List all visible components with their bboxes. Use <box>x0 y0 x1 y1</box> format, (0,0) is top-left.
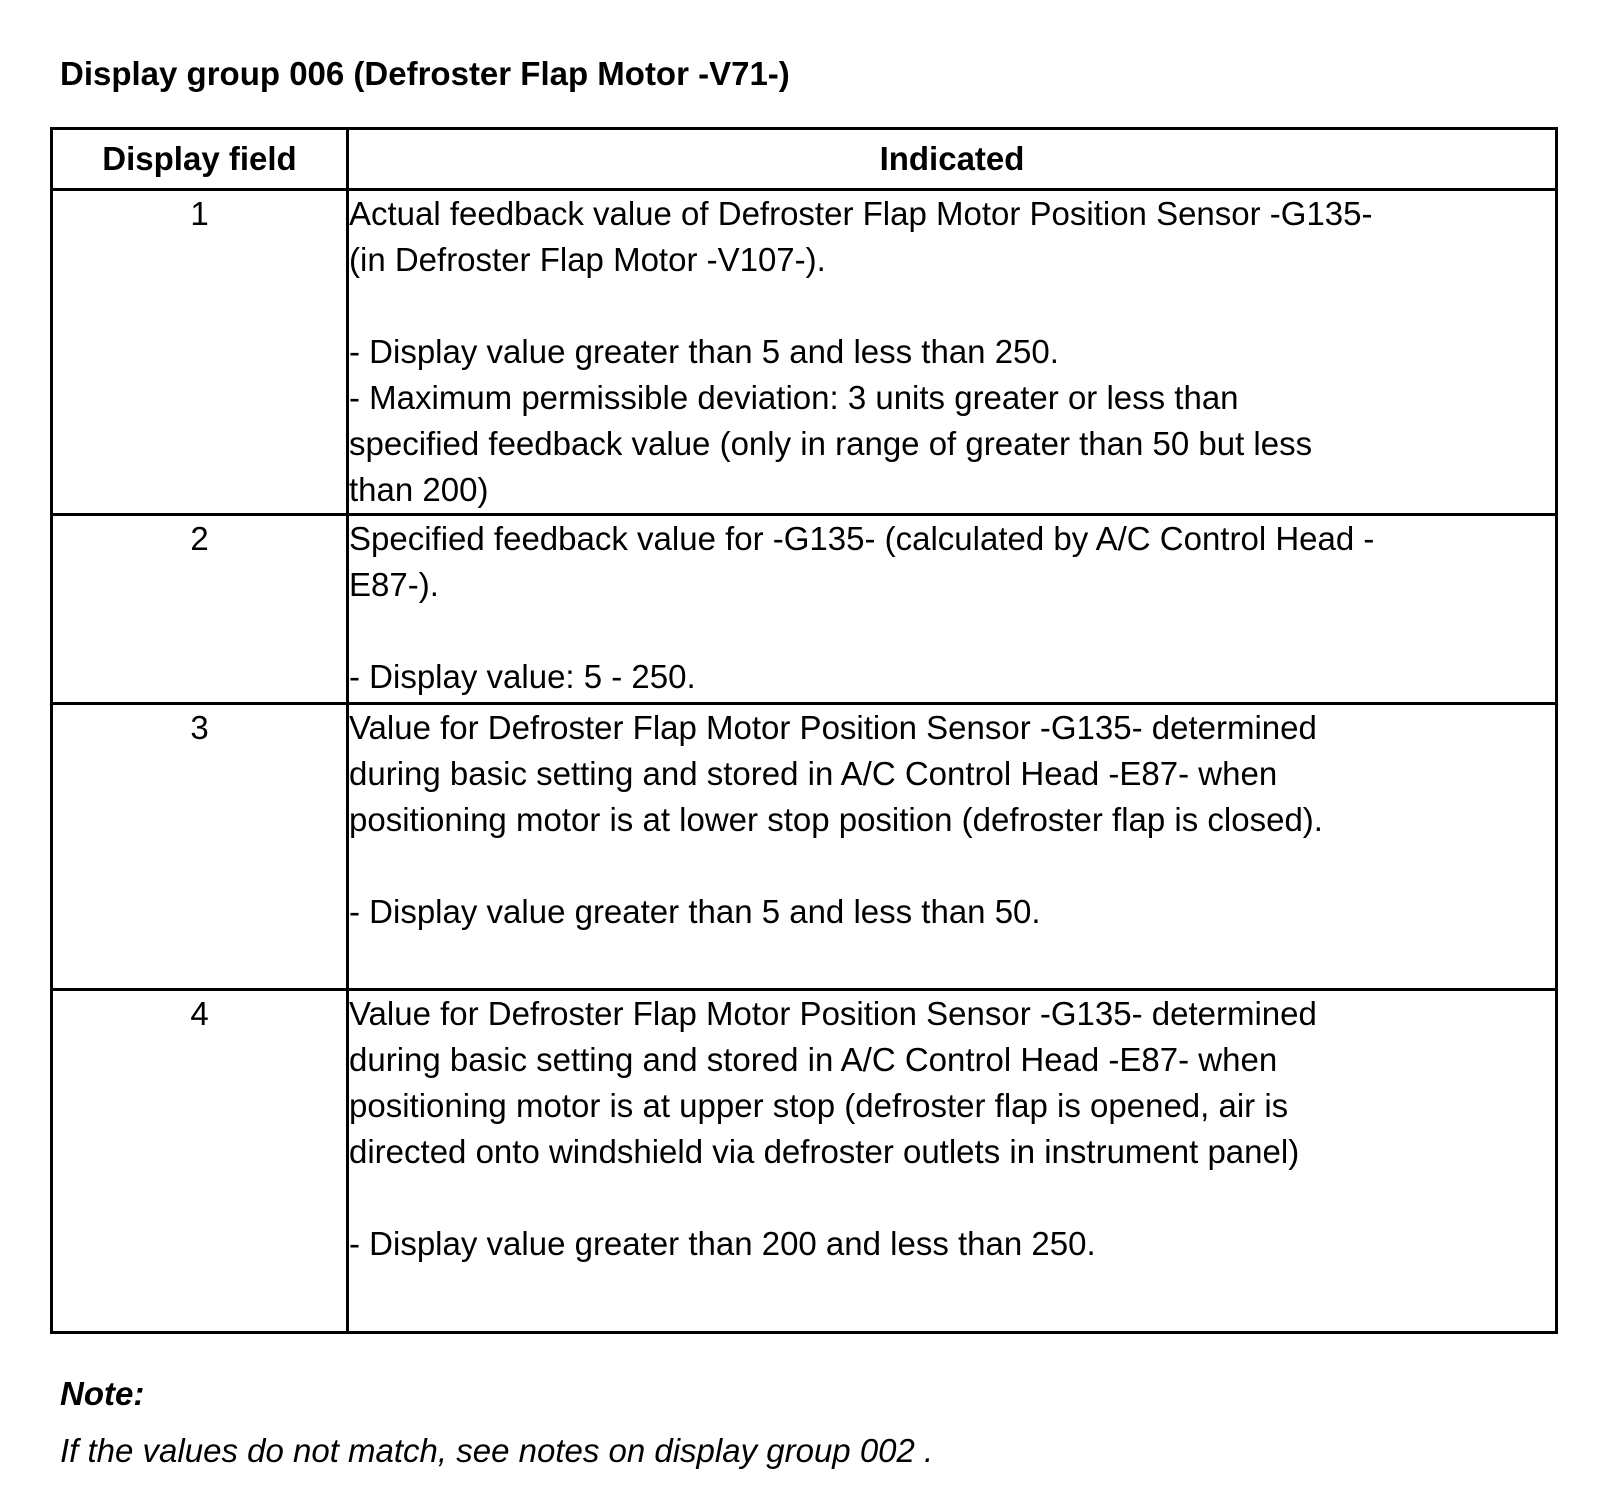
indicated-cell <box>348 704 1557 990</box>
description-line: Specified feedback value for -G135- (calculated by A/C Control Head - <box>349 520 1375 557</box>
table-row <box>52 990 1557 1333</box>
description-line: directed onto windshield via defroster outlets in instrument panel) <box>349 1133 1300 1170</box>
description-line: during basic setting and stored in A/C Control Head -E87- when <box>349 755 1278 792</box>
page-title: Display group 006 (Defroster Flap Motor -V71-) <box>60 55 790 92</box>
spec-line: - Display value: 5 - 250. <box>349 658 696 695</box>
spec-line: - Display value greater than 200 and less than 250. <box>349 1225 1096 1262</box>
spec-line: than 200) <box>349 471 489 508</box>
table-row <box>52 704 1557 990</box>
display-field-number: 4 <box>52 990 348 1333</box>
description-line: Value for Defroster Flap Motor Position Sensor -G135- determined <box>349 709 1317 746</box>
indicated-cell <box>348 990 1557 1333</box>
description-line: during basic setting and stored in A/C Control Head -E87- when <box>349 1041 1278 1078</box>
column-header-indicated: Indicated <box>348 129 1557 190</box>
description-line: Value for Defroster Flap Motor Position Sensor -G135- determined <box>349 995 1317 1032</box>
description-line: E87-). <box>349 566 439 603</box>
note-heading: Note: <box>60 1375 145 1412</box>
table-row <box>52 190 1557 515</box>
display-field-number: 2 <box>52 515 348 704</box>
description-line: positioning motor is at upper stop (defroster flap is opened, air is <box>349 1087 1289 1124</box>
description-line: Actual feedback value of Defroster Flap Motor Position Sensor -G135- <box>349 195 1373 232</box>
spec-line: - Maximum permissible deviation: 3 units greater or less than <box>349 379 1239 416</box>
display-field-table <box>50 127 1558 1334</box>
display-field-number: 1 <box>52 190 348 515</box>
spec-line: specified feedback value (only in range of greater than 50 but less <box>349 425 1313 462</box>
description-line: positioning motor is at lower stop position (defroster flap is closed). <box>349 801 1323 838</box>
spec-line: - Display value greater than 5 and less than 50. <box>349 893 1041 930</box>
table-header-row <box>52 129 1557 190</box>
indicated-cell <box>348 515 1557 704</box>
indicated-cell <box>348 190 1557 515</box>
display-field-number: 3 <box>52 704 348 990</box>
column-header-display-field: Display field <box>52 129 348 190</box>
note-text: If the values do not match, see notes on display group 002 . <box>60 1432 934 1469</box>
description-line: (in Defroster Flap Motor -V107-). <box>349 241 826 278</box>
spec-line: - Display value greater than 5 and less than 250. <box>349 333 1059 370</box>
table-row <box>52 515 1557 704</box>
